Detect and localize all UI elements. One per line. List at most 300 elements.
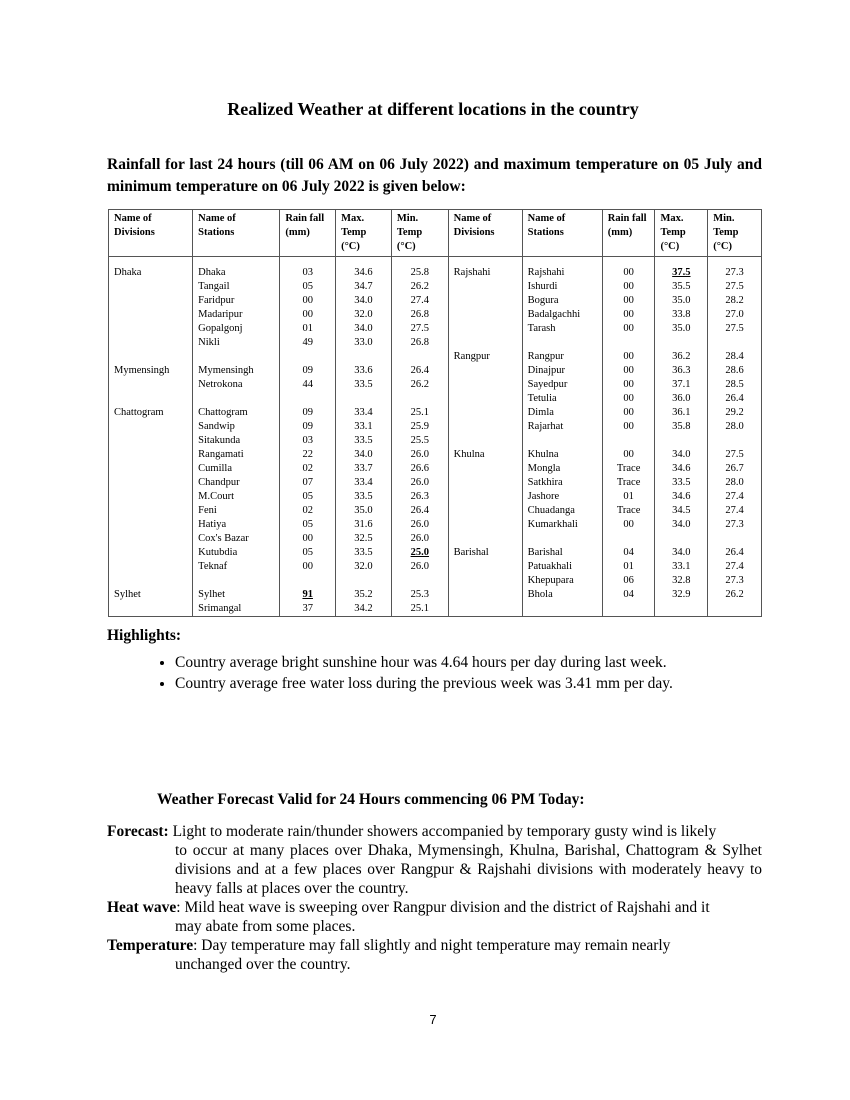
- table-cell: [448, 322, 522, 336]
- table-cell: Mymensingh: [193, 364, 280, 378]
- table-cell: Chattogram: [193, 406, 280, 420]
- table-cell: Rangpur: [522, 350, 602, 364]
- table-cell: 37.5: [655, 257, 708, 281]
- table-cell: 32.9: [655, 588, 708, 602]
- table-cell: 05: [280, 490, 336, 504]
- table-cell: 32.0: [336, 308, 392, 322]
- column-header: Name of Divisions: [448, 210, 522, 257]
- table-row: [109, 448, 762, 462]
- table-cell: 26.8: [391, 308, 448, 322]
- column-header: Min. Temp (°C): [391, 210, 448, 257]
- table-cell: [391, 350, 448, 364]
- table-cell: [193, 574, 280, 588]
- table-row: [109, 490, 762, 504]
- column-header: Rain fall (mm): [280, 210, 336, 257]
- table-cell: 34.6: [655, 462, 708, 476]
- table-cell: 33.4: [336, 406, 392, 420]
- table-cell: Bogura: [522, 294, 602, 308]
- forecast-heading: Weather Forecast Valid for 24 Hours commencing 06 PM Today:: [157, 791, 585, 808]
- table-cell: Teknaf: [193, 560, 280, 574]
- table-cell: [109, 350, 193, 364]
- column-header: Max. Temp (°C): [655, 210, 708, 257]
- table-cell: 33.5: [336, 434, 392, 448]
- table-body: [109, 257, 762, 617]
- table-cell: 33.0: [336, 336, 392, 350]
- table-cell: [193, 392, 280, 406]
- table-cell: 34.0: [655, 518, 708, 532]
- table-cell: [448, 434, 522, 448]
- table-cell: 33.5: [655, 476, 708, 490]
- table-cell: 26.8: [391, 336, 448, 350]
- table-cell: [109, 518, 193, 532]
- table-cell: [336, 350, 392, 364]
- table-cell: Badalgachhi: [522, 308, 602, 322]
- table-cell: 27.3: [708, 518, 762, 532]
- table-cell: [602, 434, 655, 448]
- temperature-text-line1: : Day temperature may fall slightly and night temperature may remain nearly: [193, 937, 671, 954]
- table-cell: 00: [602, 257, 655, 281]
- table-cell: 28.4: [708, 350, 762, 364]
- table-cell: Rangamati: [193, 448, 280, 462]
- table-cell: 27.3: [708, 574, 762, 588]
- column-header: Name of Divisions: [109, 210, 193, 257]
- intro-paragraph: Rainfall for last 24 hours (till 06 AM on 06 July 2022) and maximum temperature on 05 July and minimum temperature on 06 July 2022 is given below:: [107, 156, 762, 195]
- table-cell: [448, 420, 522, 434]
- table-row: [109, 257, 762, 281]
- table-cell: [602, 602, 655, 617]
- table-row: [109, 378, 762, 392]
- table-cell: 03: [280, 434, 336, 448]
- table-cell: 00: [280, 560, 336, 574]
- table-cell: 34.0: [655, 448, 708, 462]
- table-cell: [109, 378, 193, 392]
- heatwave-text-line1: : Mild heat wave is sweeping over Rangpur division and the district of Rajshahi and it: [176, 899, 710, 916]
- table-cell: [109, 462, 193, 476]
- table-cell: 00: [280, 294, 336, 308]
- highlight-item: • Country average bright sunshine hour was 4.64 hours per day during last week.: [175, 652, 815, 673]
- column-header: Rain fall (mm): [602, 210, 655, 257]
- table-cell: [448, 490, 522, 504]
- table-row: [109, 602, 762, 617]
- table-cell: Dimla: [522, 406, 602, 420]
- heatwave-paragraph: [107, 898, 762, 936]
- table-cell: [280, 392, 336, 406]
- table-cell: 26.0: [391, 448, 448, 462]
- table-cell: Sylhet: [193, 588, 280, 602]
- table-cell: 03: [280, 257, 336, 281]
- table-cell: [448, 588, 522, 602]
- table-cell: 25.0: [391, 546, 448, 560]
- table-cell: 26.4: [391, 364, 448, 378]
- table-cell: [336, 392, 392, 406]
- column-header: Name of Stations: [522, 210, 602, 257]
- table-row: [109, 546, 762, 560]
- forecast-paragraph: [107, 822, 762, 898]
- table-cell: 25.1: [391, 406, 448, 420]
- table-cell: 34.2: [336, 602, 392, 617]
- table-cell: [655, 434, 708, 448]
- table-row: [109, 392, 762, 406]
- table-row: [109, 476, 762, 490]
- table-cell: 32.8: [655, 574, 708, 588]
- table-cell: 28.6: [708, 364, 762, 378]
- table-cell: Chuadanga: [522, 504, 602, 518]
- table-cell: 02: [280, 462, 336, 476]
- table-cell: [109, 322, 193, 336]
- table-cell: [109, 560, 193, 574]
- table-cell: Rangpur: [448, 350, 522, 364]
- table-cell: [448, 364, 522, 378]
- table-cell: Trace: [602, 462, 655, 476]
- table-cell: Tetulia: [522, 392, 602, 406]
- table-row: [109, 588, 762, 602]
- table-cell: Ishurdi: [522, 280, 602, 294]
- table-cell: 05: [280, 518, 336, 532]
- table-cell: Sylhet: [109, 588, 193, 602]
- table-cell: 27.0: [708, 308, 762, 322]
- table-row: [109, 322, 762, 336]
- table-cell: 26.7: [708, 462, 762, 476]
- table-cell: Srimangal: [193, 602, 280, 617]
- table-cell: 09: [280, 364, 336, 378]
- table-cell: Kutubdia: [193, 546, 280, 560]
- table-cell: 26.4: [708, 546, 762, 560]
- table-cell: 26.4: [708, 392, 762, 406]
- table-cell: Sitakunda: [193, 434, 280, 448]
- table-cell: [602, 336, 655, 350]
- table-cell: 36.2: [655, 350, 708, 364]
- table-cell: [109, 392, 193, 406]
- table-cell: 02: [280, 504, 336, 518]
- table-row: [109, 574, 762, 588]
- table-cell: 00: [280, 532, 336, 546]
- table-cell: 37.1: [655, 378, 708, 392]
- table-cell: Khulna: [448, 448, 522, 462]
- table-cell: Hatiya: [193, 518, 280, 532]
- table-cell: [109, 308, 193, 322]
- table-cell: [280, 574, 336, 588]
- table-cell: Jashore: [522, 490, 602, 504]
- column-header: Min. Temp (°C): [708, 210, 762, 257]
- table-row: [109, 308, 762, 322]
- table-cell: 09: [280, 420, 336, 434]
- table-row: [109, 280, 762, 294]
- table-cell: Dhaka: [109, 257, 193, 281]
- table-cell: Feni: [193, 504, 280, 518]
- table-cell: 00: [602, 294, 655, 308]
- heatwave-text-rest: may abate from some places.: [175, 918, 356, 935]
- table-cell: 05: [280, 280, 336, 294]
- table-cell: 32.5: [336, 532, 392, 546]
- table-cell: [708, 532, 762, 546]
- table-cell: 01: [602, 560, 655, 574]
- forecast-label: Forecast:: [107, 823, 169, 840]
- table-cell: 37: [280, 602, 336, 617]
- forecast-text-line1: Light to moderate rain/thunder showers accompanied by temporary gusty wind is likely: [172, 823, 717, 840]
- table-cell: [655, 336, 708, 350]
- table-cell: [655, 602, 708, 617]
- table-cell: 00: [280, 308, 336, 322]
- table-cell: [391, 392, 448, 406]
- table-cell: [109, 546, 193, 560]
- table-cell: 33.5: [336, 490, 392, 504]
- table-cell: Sayedpur: [522, 378, 602, 392]
- table-cell: 22: [280, 448, 336, 462]
- table-cell: [448, 336, 522, 350]
- table-cell: [109, 280, 193, 294]
- table-cell: 00: [602, 308, 655, 322]
- table-cell: 28.0: [708, 476, 762, 490]
- table-cell: 00: [602, 322, 655, 336]
- table-cell: Rajshahi: [448, 257, 522, 281]
- heatwave-label: Heat wave: [107, 899, 177, 916]
- table-cell: Cumilla: [193, 462, 280, 476]
- table-cell: Tarash: [522, 322, 602, 336]
- table-cell: [448, 602, 522, 617]
- table-cell: 09: [280, 406, 336, 420]
- table-cell: [109, 476, 193, 490]
- table-cell: [708, 602, 762, 617]
- table-cell: 34.6: [655, 490, 708, 504]
- table-cell: 06: [602, 574, 655, 588]
- table-cell: Trace: [602, 504, 655, 518]
- temperature-label: Temperature: [107, 937, 194, 954]
- table-cell: [193, 350, 280, 364]
- table-cell: 33.4: [336, 476, 392, 490]
- table-cell: 25.8: [391, 257, 448, 281]
- table-row: [109, 504, 762, 518]
- table-cell: 27.4: [708, 490, 762, 504]
- table-cell: [708, 336, 762, 350]
- table-row: [109, 434, 762, 448]
- table-cell: 33.6: [336, 364, 392, 378]
- table-cell: Barishal: [522, 546, 602, 560]
- table-row: [109, 560, 762, 574]
- table-cell: 35.5: [655, 280, 708, 294]
- highlight-item: • Country average free water loss during the previous week was 3.41 mm per day.: [175, 673, 815, 694]
- table-cell: 26.3: [391, 490, 448, 504]
- table-cell: 31.6: [336, 518, 392, 532]
- table-cell: M.Court: [193, 490, 280, 504]
- table-cell: 91: [280, 588, 336, 602]
- table-cell: 34.6: [336, 257, 392, 281]
- table-cell: 05: [280, 546, 336, 560]
- table-cell: 04: [602, 546, 655, 560]
- table-cell: [708, 434, 762, 448]
- table-cell: [336, 574, 392, 588]
- table-cell: [109, 294, 193, 308]
- temperature-paragraph: [107, 936, 762, 974]
- table-cell: [109, 574, 193, 588]
- table-cell: 33.1: [336, 420, 392, 434]
- table-cell: [602, 532, 655, 546]
- table-cell: 26.2: [391, 378, 448, 392]
- table-cell: 26.0: [391, 518, 448, 532]
- table-cell: 00: [602, 406, 655, 420]
- table-cell: 25.1: [391, 602, 448, 617]
- table-cell: 27.4: [708, 560, 762, 574]
- table-cell: Kumarkhali: [522, 518, 602, 532]
- table-cell: [448, 560, 522, 574]
- table-cell: 44: [280, 378, 336, 392]
- table-cell: [448, 308, 522, 322]
- table-cell: 07: [280, 476, 336, 490]
- table-cell: [109, 504, 193, 518]
- table-cell: 36.0: [655, 392, 708, 406]
- table-cell: Netrokona: [193, 378, 280, 392]
- table-cell: [448, 462, 522, 476]
- table-cell: Nikli: [193, 336, 280, 350]
- table-cell: Cox's Bazar: [193, 532, 280, 546]
- table-row: [109, 462, 762, 476]
- table-cell: 00: [602, 392, 655, 406]
- table-row: [109, 336, 762, 350]
- table-cell: [522, 532, 602, 546]
- table-cell: Dhaka: [193, 257, 280, 281]
- table-row: [109, 518, 762, 532]
- table-cell: 00: [602, 378, 655, 392]
- table-cell: 04: [602, 588, 655, 602]
- table-cell: Madaripur: [193, 308, 280, 322]
- table-cell: 01: [602, 490, 655, 504]
- table-cell: Mymensingh: [109, 364, 193, 378]
- table-cell: [448, 518, 522, 532]
- column-header: Name of Stations: [193, 210, 280, 257]
- table-cell: Faridpur: [193, 294, 280, 308]
- highlights-heading: Highlights:: [107, 627, 182, 644]
- table-cell: [522, 434, 602, 448]
- table-cell: 34.0: [655, 546, 708, 560]
- table-cell: 00: [602, 280, 655, 294]
- table-cell: 33.5: [336, 546, 392, 560]
- table-cell: 26.0: [391, 476, 448, 490]
- table-cell: [448, 406, 522, 420]
- table-cell: 26.2: [708, 588, 762, 602]
- table-cell: [109, 602, 193, 617]
- table-cell: 33.5: [336, 378, 392, 392]
- table-cell: 25.9: [391, 420, 448, 434]
- table-row: [109, 420, 762, 434]
- table-cell: 35.0: [655, 294, 708, 308]
- table-cell: 27.5: [391, 322, 448, 336]
- page-title: Realized Weather at different locations in the country: [227, 99, 639, 119]
- table-cell: Rajshahi: [522, 257, 602, 281]
- table-cell: Khepupara: [522, 574, 602, 588]
- table-cell: 27.4: [708, 504, 762, 518]
- table-cell: [109, 490, 193, 504]
- table-cell: 33.8: [655, 308, 708, 322]
- table-cell: 34.7: [336, 280, 392, 294]
- table-cell: 27.5: [708, 322, 762, 336]
- table-cell: 33.7: [336, 462, 392, 476]
- table-cell: Tangail: [193, 280, 280, 294]
- table-cell: [109, 448, 193, 462]
- table-cell: [448, 280, 522, 294]
- table-cell: 33.1: [655, 560, 708, 574]
- table-cell: [109, 336, 193, 350]
- table-cell: Rajarhat: [522, 420, 602, 434]
- table-cell: 35.2: [336, 588, 392, 602]
- table-cell: 27.5: [708, 280, 762, 294]
- table-cell: Khulna: [522, 448, 602, 462]
- table-cell: Chattogram: [109, 406, 193, 420]
- table-cell: [522, 336, 602, 350]
- table-cell: 35.8: [655, 420, 708, 434]
- table-cell: [448, 476, 522, 490]
- table-cell: 49: [280, 336, 336, 350]
- table-cell: 36.3: [655, 364, 708, 378]
- table-cell: [448, 378, 522, 392]
- table-cell: Patuakhali: [522, 560, 602, 574]
- weather-table: [108, 209, 762, 617]
- table-cell: 26.6: [391, 462, 448, 476]
- table-cell: 26.4: [391, 504, 448, 518]
- table-cell: 28.2: [708, 294, 762, 308]
- table-cell: [109, 532, 193, 546]
- table-cell: Trace: [602, 476, 655, 490]
- table-row: [109, 532, 762, 546]
- table-row: [109, 364, 762, 378]
- table-cell: 34.0: [336, 294, 392, 308]
- table-cell: 26.0: [391, 560, 448, 574]
- table-cell: [109, 434, 193, 448]
- table-cell: Barishal: [448, 546, 522, 560]
- table-cell: Mongla: [522, 462, 602, 476]
- table-cell: 28.0: [708, 420, 762, 434]
- table-cell: 00: [602, 350, 655, 364]
- column-header: Max. Temp (°C): [336, 210, 392, 257]
- table-cell: Chandpur: [193, 476, 280, 490]
- table-cell: 35.0: [655, 322, 708, 336]
- table-cell: [448, 574, 522, 588]
- table-cell: Satkhira: [522, 476, 602, 490]
- table-row: [109, 294, 762, 308]
- table-cell: 34.5: [655, 504, 708, 518]
- temperature-text-rest: unchanged over the country.: [175, 956, 351, 973]
- forecast-text-rest: to occur at many places over Dhaka, Mymensingh, Khulna, Barishal, Chattogram & Sylhet divisions and at a few places over Rangpur & Rajshahi divisions with moderately heavy to heavy falls at places over the country.: [175, 842, 762, 897]
- table-cell: [448, 392, 522, 406]
- table-cell: Sandwip: [193, 420, 280, 434]
- table-cell: 35.0: [336, 504, 392, 518]
- highlights-list: [107, 652, 815, 694]
- table-cell: [522, 602, 602, 617]
- table-row: [109, 406, 762, 420]
- table-cell: [280, 350, 336, 364]
- table-cell: 01: [280, 322, 336, 336]
- table-cell: 32.0: [336, 560, 392, 574]
- table-cell: 36.1: [655, 406, 708, 420]
- table-cell: 27.4: [391, 294, 448, 308]
- table-cell: [109, 420, 193, 434]
- table-cell: [448, 532, 522, 546]
- table-cell: 00: [602, 364, 655, 378]
- page-number: 7: [429, 1012, 437, 1027]
- table-row: [109, 350, 762, 364]
- table-cell: 25.3: [391, 588, 448, 602]
- table-header-row: [109, 210, 762, 257]
- table-cell: [391, 574, 448, 588]
- table-cell: Bhola: [522, 588, 602, 602]
- table-cell: [655, 532, 708, 546]
- table-cell: [448, 294, 522, 308]
- table-cell: 27.5: [708, 448, 762, 462]
- table-cell: 25.5: [391, 434, 448, 448]
- table-cell: 00: [602, 420, 655, 434]
- table-cell: 34.0: [336, 448, 392, 462]
- table-cell: 00: [602, 518, 655, 532]
- table-cell: [448, 504, 522, 518]
- table-cell: 00: [602, 448, 655, 462]
